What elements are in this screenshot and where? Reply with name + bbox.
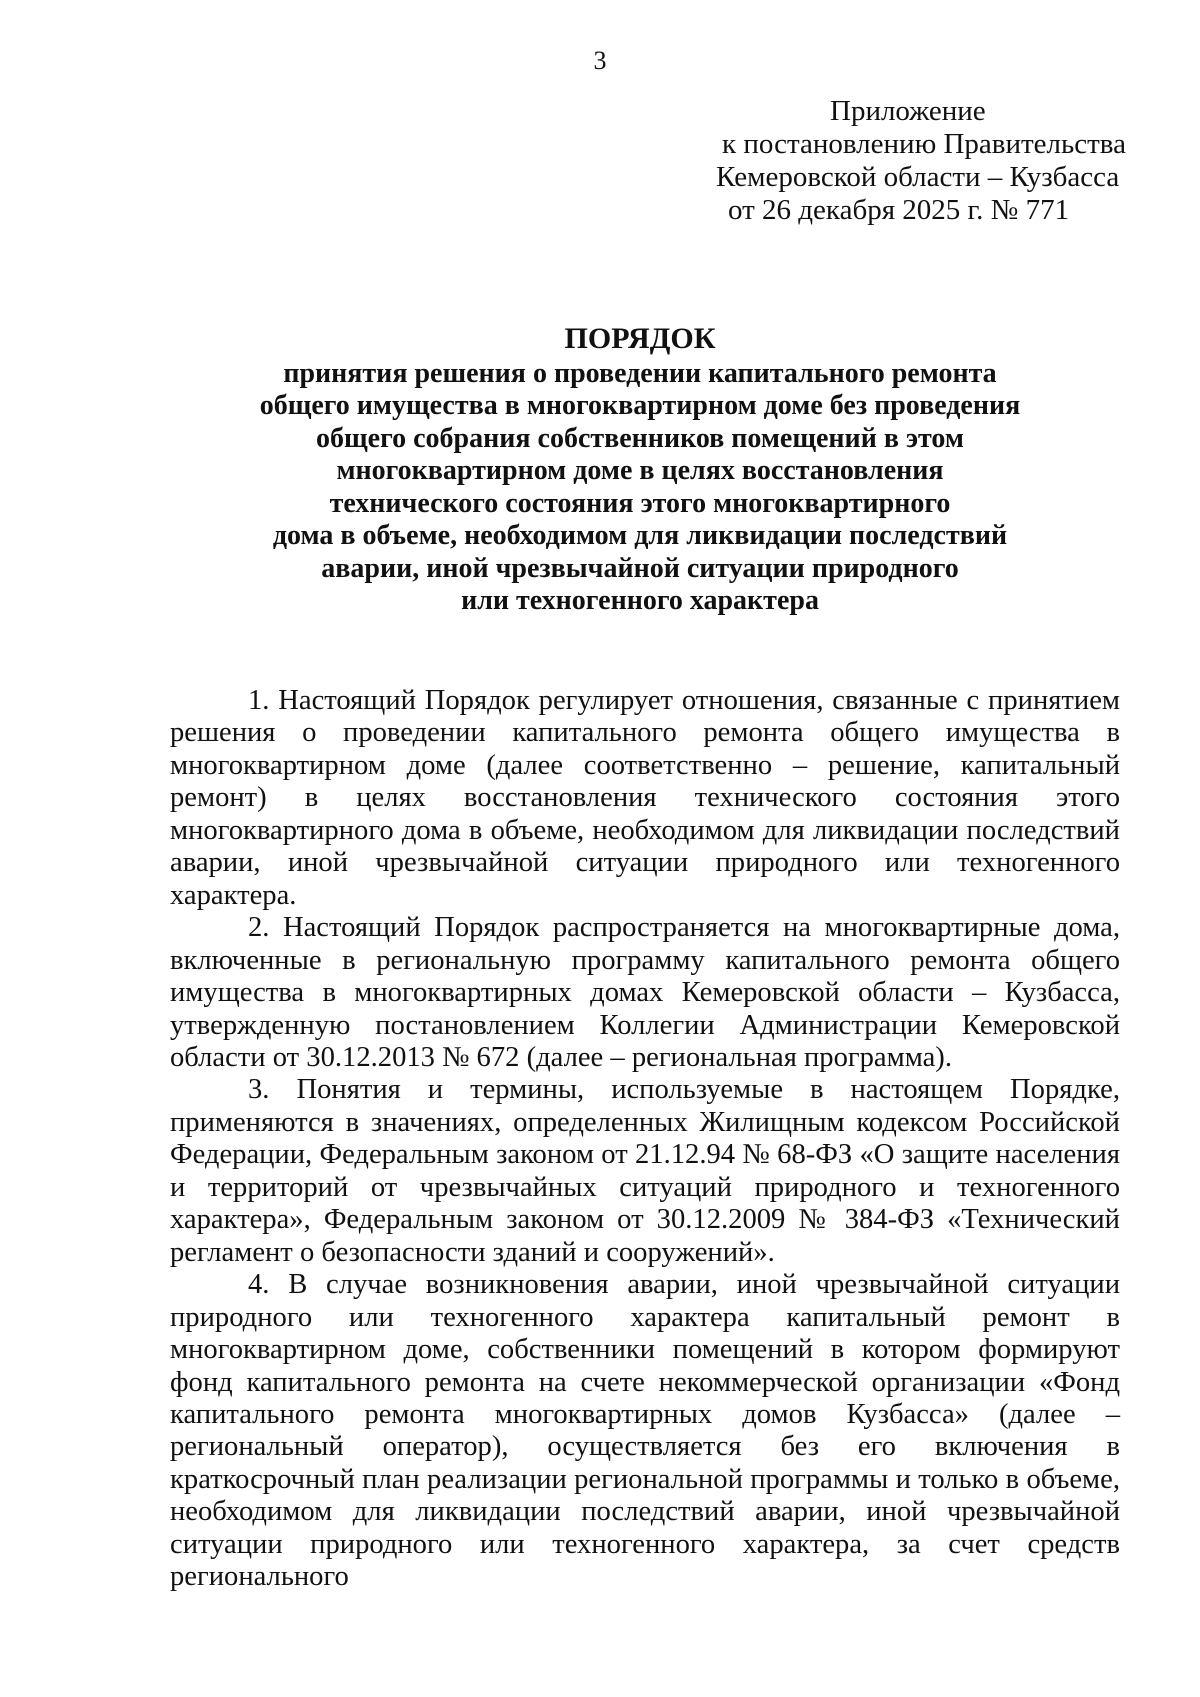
annex-line-2: к постановлению Правительства [722,128,1126,160]
subtitle-line: многоквартирном доме в целях восстановления [336,455,944,486]
subtitle-line: технического состояния этого многоквартирного [329,487,951,519]
annex-line-3: Кемеровской области – Кузбасса [716,161,1120,193]
annex-line-4: от 26 декабря 2025 г. № 771 [728,194,1070,226]
subtitle-line: дома в объеме, необходимом для ликвидации последствий [272,520,1008,551]
subtitle-line: или техногенного характера [461,585,819,616]
subtitle-line: аварии, иной чрезвычайной ситуации природного [321,552,959,584]
document-body [170,685,1120,1594]
subtitle-line: общего собрания собственников помещений в этом [316,422,964,454]
subtitle-line: общего имущества в многоквартирном доме без проведения [259,390,1021,421]
paragraph-2: 2. Настоящий Порядок распространяется на многоквартирные дома, включенные в региональную программу капитального ремонта общего имущества в многоквартирных домах Кемеровской области – Кузбасса, утвержденную постановлением Коллегии Администрации Кемеровской области от 30.12.2013 № 672 (далее – региональная программа). [170,912,1120,1073]
paragraph-4: 4. В случае возникновения аварии, иной чрезвычайной ситуации природного или техногенного характера капитальный ремонт в многоквартирном доме, собственники помещений в котором формируют фонд капитального ремонта на счете некоммерческой организации «Фонд капитального ремонта многоквартирных домов Кузбасса» (далее – региональный оператор), осуществляется без его включения в краткосрочный план реализации региональной программы и только в объеме, необходимом для ликвидации последствий аварии, иной чрезвычайной ситуации природного или техногенного характера, за счет средств регионального [170,1269,1120,1593]
document-title [160,323,1120,618]
paragraph-3: 3. Понятия и термины, используемые в настоящем Порядке, применяются в значениях, определенных Жилищным кодексом Российской Федерации, Федеральным законом от 21.12.94 № 68-ФЗ «О защите населения и территорий от чрезвычайных ситуаций природного и техногенного характера», Федеральным законом от 30.12.2009 № 384-ФЗ «Технический регламент о безопасности зданий и сооружений». [170,1074,1120,1268]
annex-block [716,95,1136,227]
subtitle-line: принятия решения о проведении капитального ремонта [283,357,997,389]
annex-line-1: Приложение [830,95,986,127]
paragraph-1: 1. Настоящий Порядок регулирует отношения, связанные с принятием решения о проведении капитального ремонта общего имущества в многоквартирном доме (далее соответственно – решение, капитальный ремонт) в целях восстановления технического состояния этого многоквартирного дома в объеме, необходимом для ликвидации последствий аварии, иной чрезвычайной ситуации природного или техногенного характера. [170,685,1120,911]
page-number: 3 [593,46,607,75]
main-title: ПОРЯДОК [564,322,716,355]
